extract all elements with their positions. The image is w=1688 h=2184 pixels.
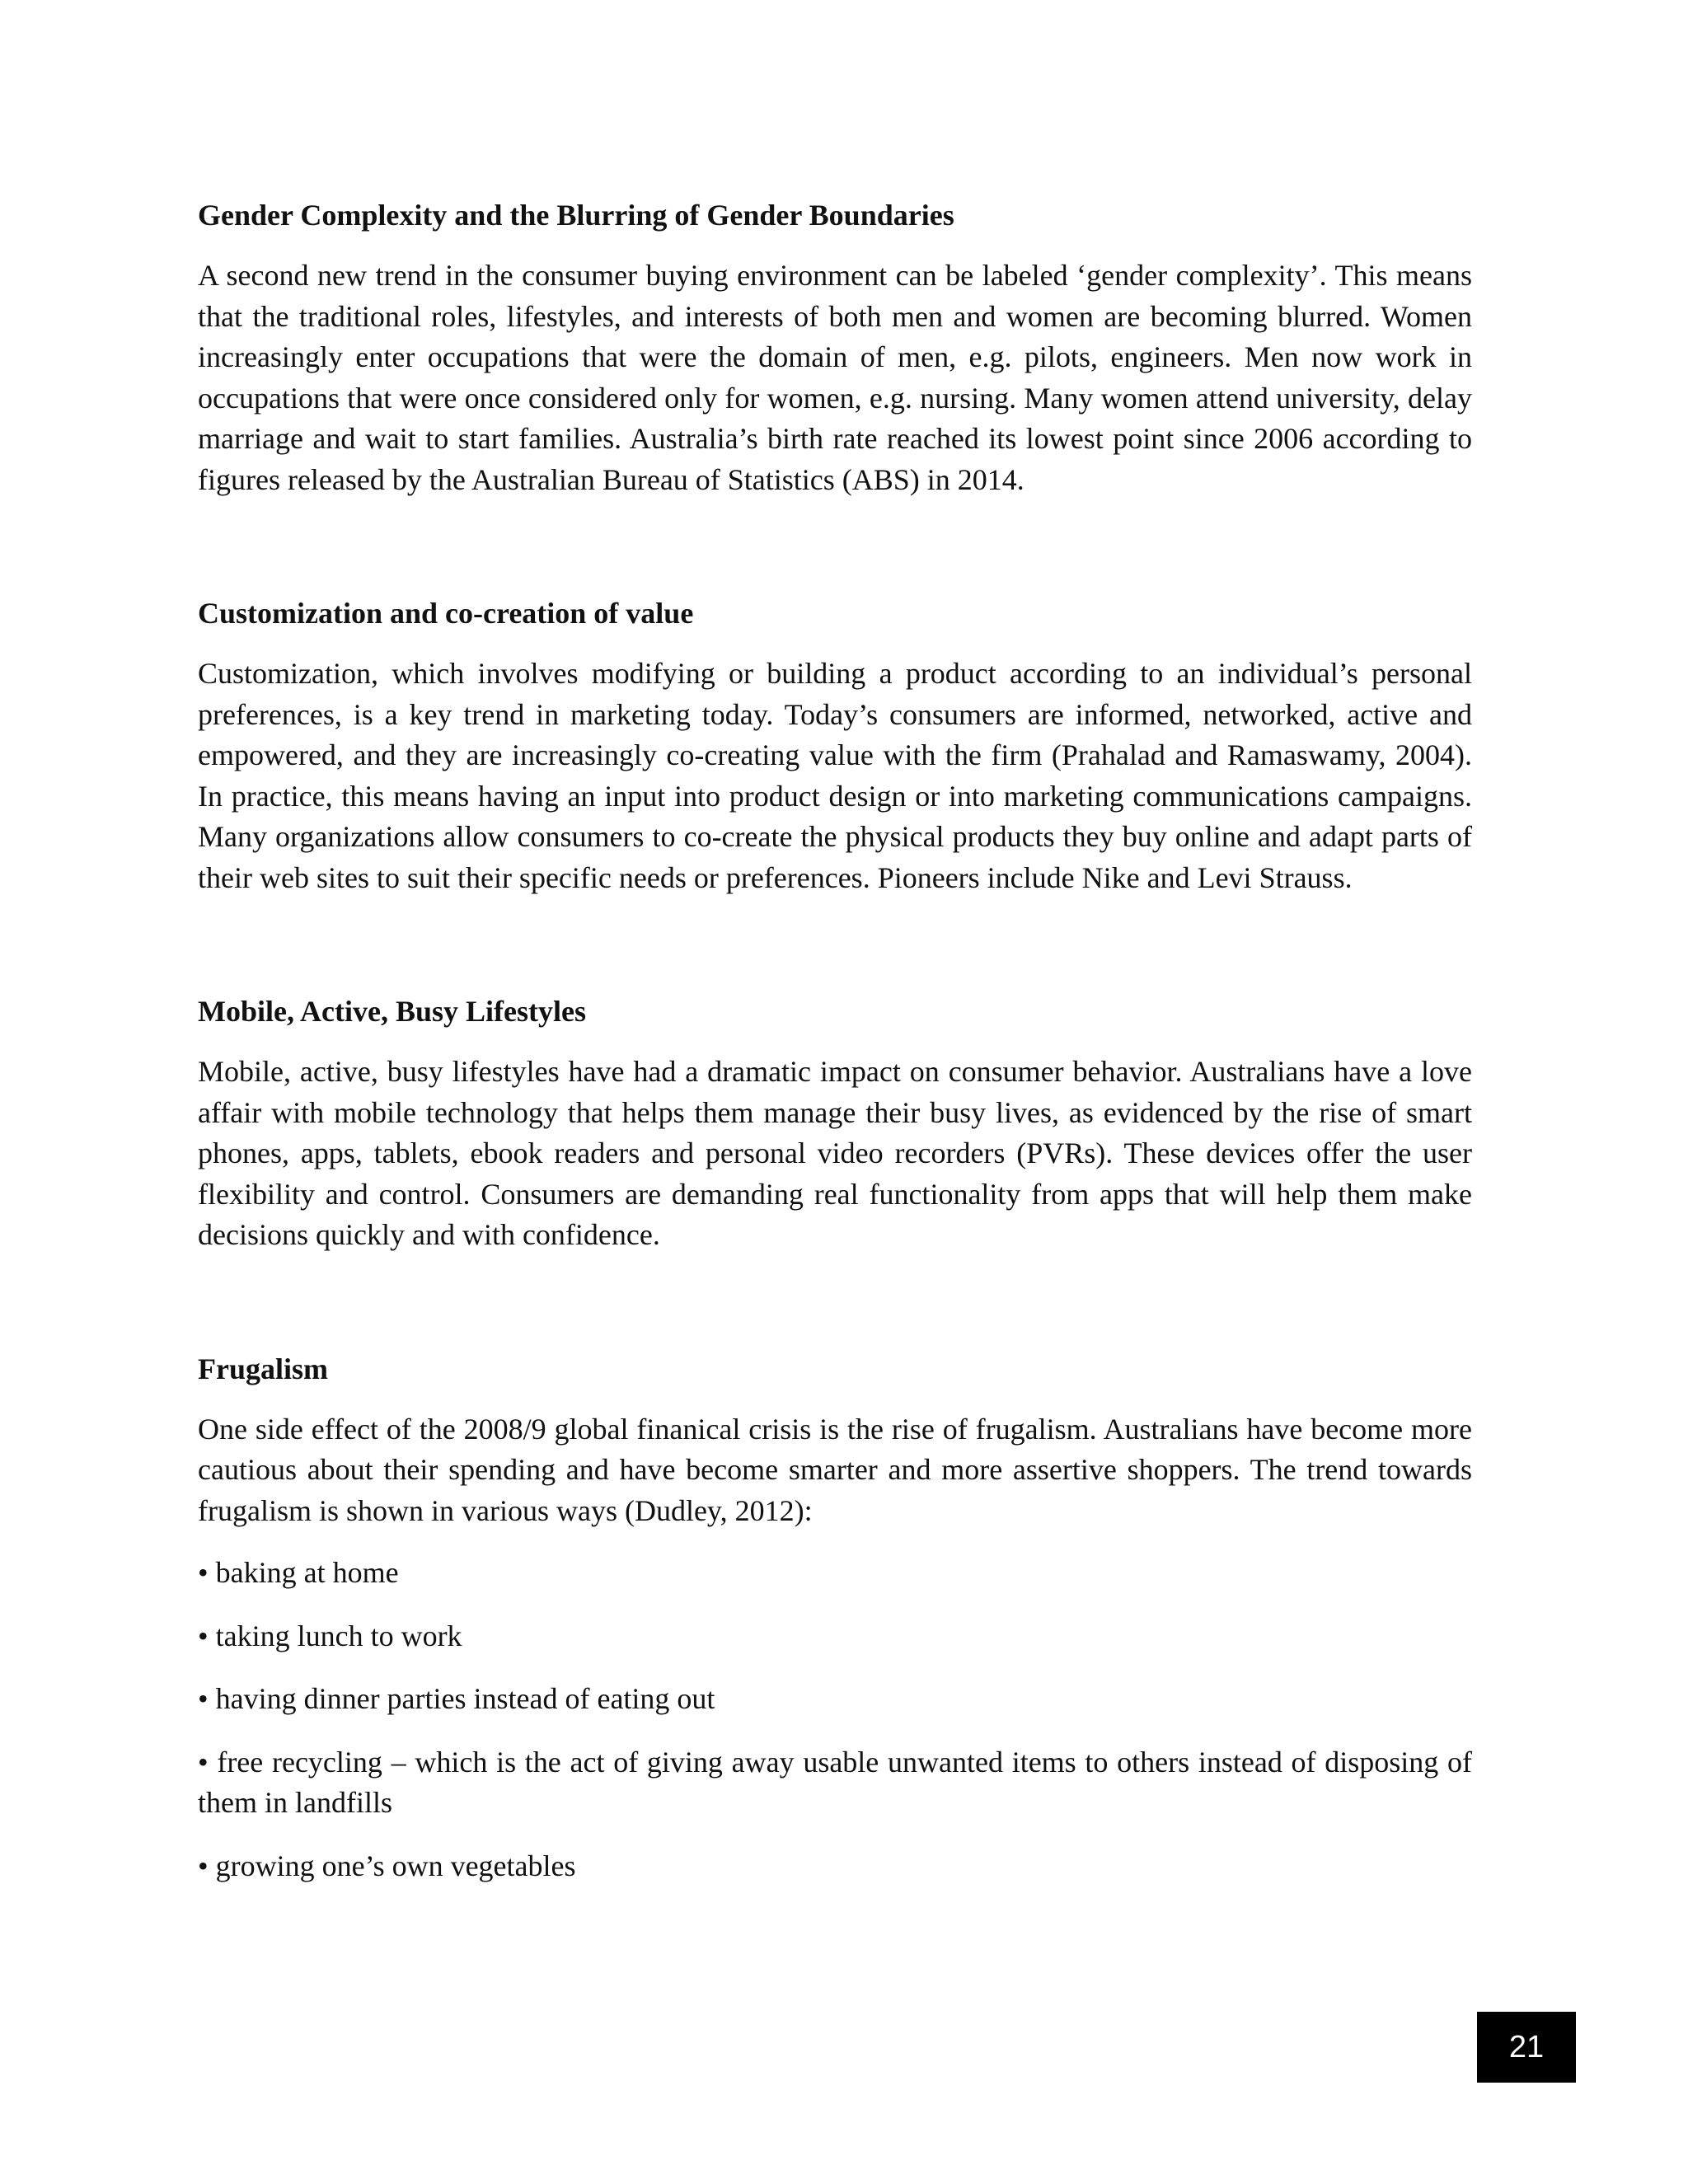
list-item: • taking lunch to work: [198, 1619, 462, 1652]
frugalism-bullet-list: [198, 1553, 1472, 1886]
section-gender-complexity: [198, 194, 1472, 500]
section-frugalism: [198, 1348, 1472, 1887]
page-number-badge: 21: [1477, 2012, 1576, 2083]
list-item: • having dinner parties instead of eating out: [198, 1682, 715, 1715]
list-item: • free recycling – which is the act of giving away usable unwanted items to others instead of disposing of them in landfills: [198, 1745, 1472, 1819]
section-customization: [198, 593, 1472, 898]
section-mobile-lifestyles: [198, 991, 1472, 1256]
section-heading: Mobile, Active, Busy Lifestyles: [198, 995, 586, 1028]
section-paragraph: One side effect of the 2008/9 global finanical crisis is the rise of frugalism. Australians have become more cautious about their spending and have become smarter and more assertive shoppers. The trend towards frugalism is shown in various ways (Dudley, 2012):: [198, 1412, 1472, 1527]
page-content: [198, 194, 1472, 1909]
section-heading: Frugalism: [198, 1352, 328, 1385]
section-heading: Gender Complexity and the Blurring of Gender Boundaries: [198, 199, 954, 232]
list-item: • baking at home: [198, 1556, 399, 1589]
section-heading: Customization and co-creation of value: [198, 597, 694, 630]
section-paragraph: A second new trend in the consumer buying environment can be labeled ‘gender complexity’. This means that the traditional roles, lifestyles, and interests of both men and women are becoming blurred. Women increasingly enter occupations that were the domain of men, e.g. pilots, engineers. Men now work in occupations that were once considered only for women, e.g. nursing. Many women attend university, delay marriage and wait to start families. Australia’s birth rate reached its lowest point since 2006 according to figures released by the Australian Bureau of Statistics (ABS) in 2014.: [198, 259, 1472, 496]
section-paragraph: Customization, which involves modifying or building a product according to an individual’s personal preferences, is a key trend in marketing today. Today’s consumers are informed, networked, active and empowered, and they are increasingly co-creating value with the firm (Prahalad and Ramaswamy, 2004). In practice, this means having an input into product design or into marketing communications campaigns. Many organizations allow consumers to co-create the physical products they buy online and adapt parts of their web sites to suit their specific needs or preferences. Pioneers include Nike and Levi Strauss.: [198, 657, 1472, 894]
list-item: • growing one’s own vegetables: [198, 1849, 576, 1882]
section-paragraph: Mobile, active, busy lifestyles have had a dramatic impact on consumer behavior. Australians have a love affair with mobile technology that helps them manage their busy lives, as evidenced by the rise of smart phones, apps, tablets, ebook readers and personal video recorders (PVRs). These devices offer the user flexibility and control. Consumers are demanding real functionality from apps that will help them make decisions quickly and with confidence.: [198, 1055, 1472, 1251]
